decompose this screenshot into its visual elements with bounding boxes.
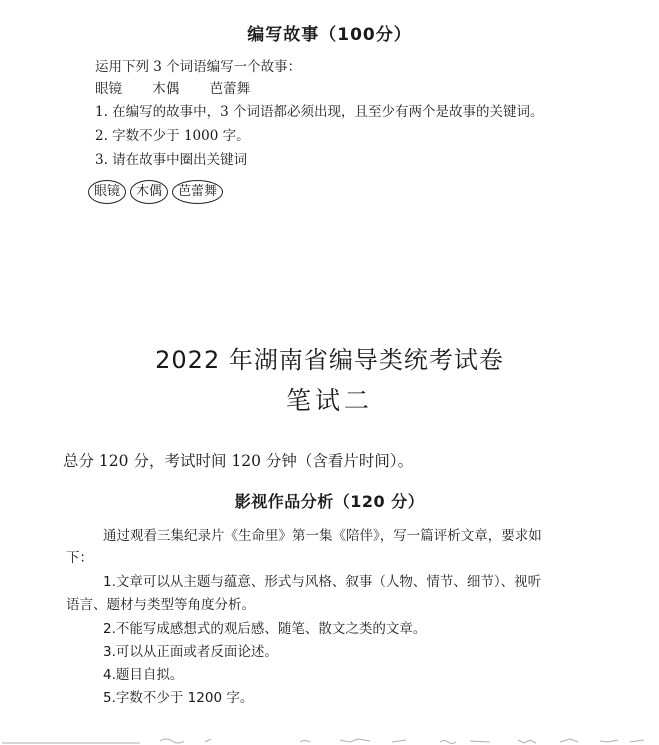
exam-total-info: 总分 120 分，考试时间 120 分钟（含看片时间）。 (63, 452, 414, 470)
analysis-intro: 通过观看三集纪录片《生命里》第一集《陪伴》，写一篇评析文章，要求如 (103, 528, 542, 544)
story-requirement: 2. 字数不少于 1000 字。 (95, 128, 250, 144)
analysis-requirement: 4.题目自拟。 (103, 667, 184, 683)
analysis-requirement: 1.文章可以从主题与蕴意、形式与风格、叙事（人物、情节、细节）、视听 (103, 574, 542, 590)
analysis-intro-cont: 下： (66, 550, 93, 566)
exam-title: 2022 年湖南省编导类统考试卷 (155, 346, 504, 374)
story-instruction: 运用下列 3 个词语编写一个故事： (95, 59, 302, 75)
word-item: 木偶 (152, 81, 180, 97)
circled-keyword: 眼镜 (88, 180, 126, 204)
story-requirement: 1. 在编写的故事中，3 个词语都必须出现，且至少有两个是故事的关键词。 (95, 104, 544, 120)
film-analysis-heading: 影视作品分析（120 分） (234, 492, 425, 511)
circled-keyword: 木偶 (130, 180, 168, 204)
word-item: 芭蕾舞 (209, 81, 251, 97)
analysis-requirement: 5.字数不少于 1200 字。 (103, 690, 254, 706)
scan-artifacts (0, 725, 659, 745)
circled-keyword: 芭蕾舞 (172, 180, 223, 204)
word-list (95, 80, 250, 98)
story-requirement: 3. 请在故事中圈出关键词 (95, 152, 248, 168)
word-item: 眼镜 (95, 81, 122, 97)
analysis-requirement-cont: 语言、题材与类型等角度分析。 (66, 597, 255, 613)
story-section-heading: 编写故事（100分） (247, 25, 412, 45)
analysis-requirement: 3.可以从正面或者反面论述。 (103, 644, 278, 660)
circled-keywords (88, 180, 223, 204)
exam-subtitle: 笔试二 (285, 386, 373, 415)
analysis-requirement: 2.不能写成感想式的观后感、随笔、散文之类的文章。 (103, 621, 427, 637)
